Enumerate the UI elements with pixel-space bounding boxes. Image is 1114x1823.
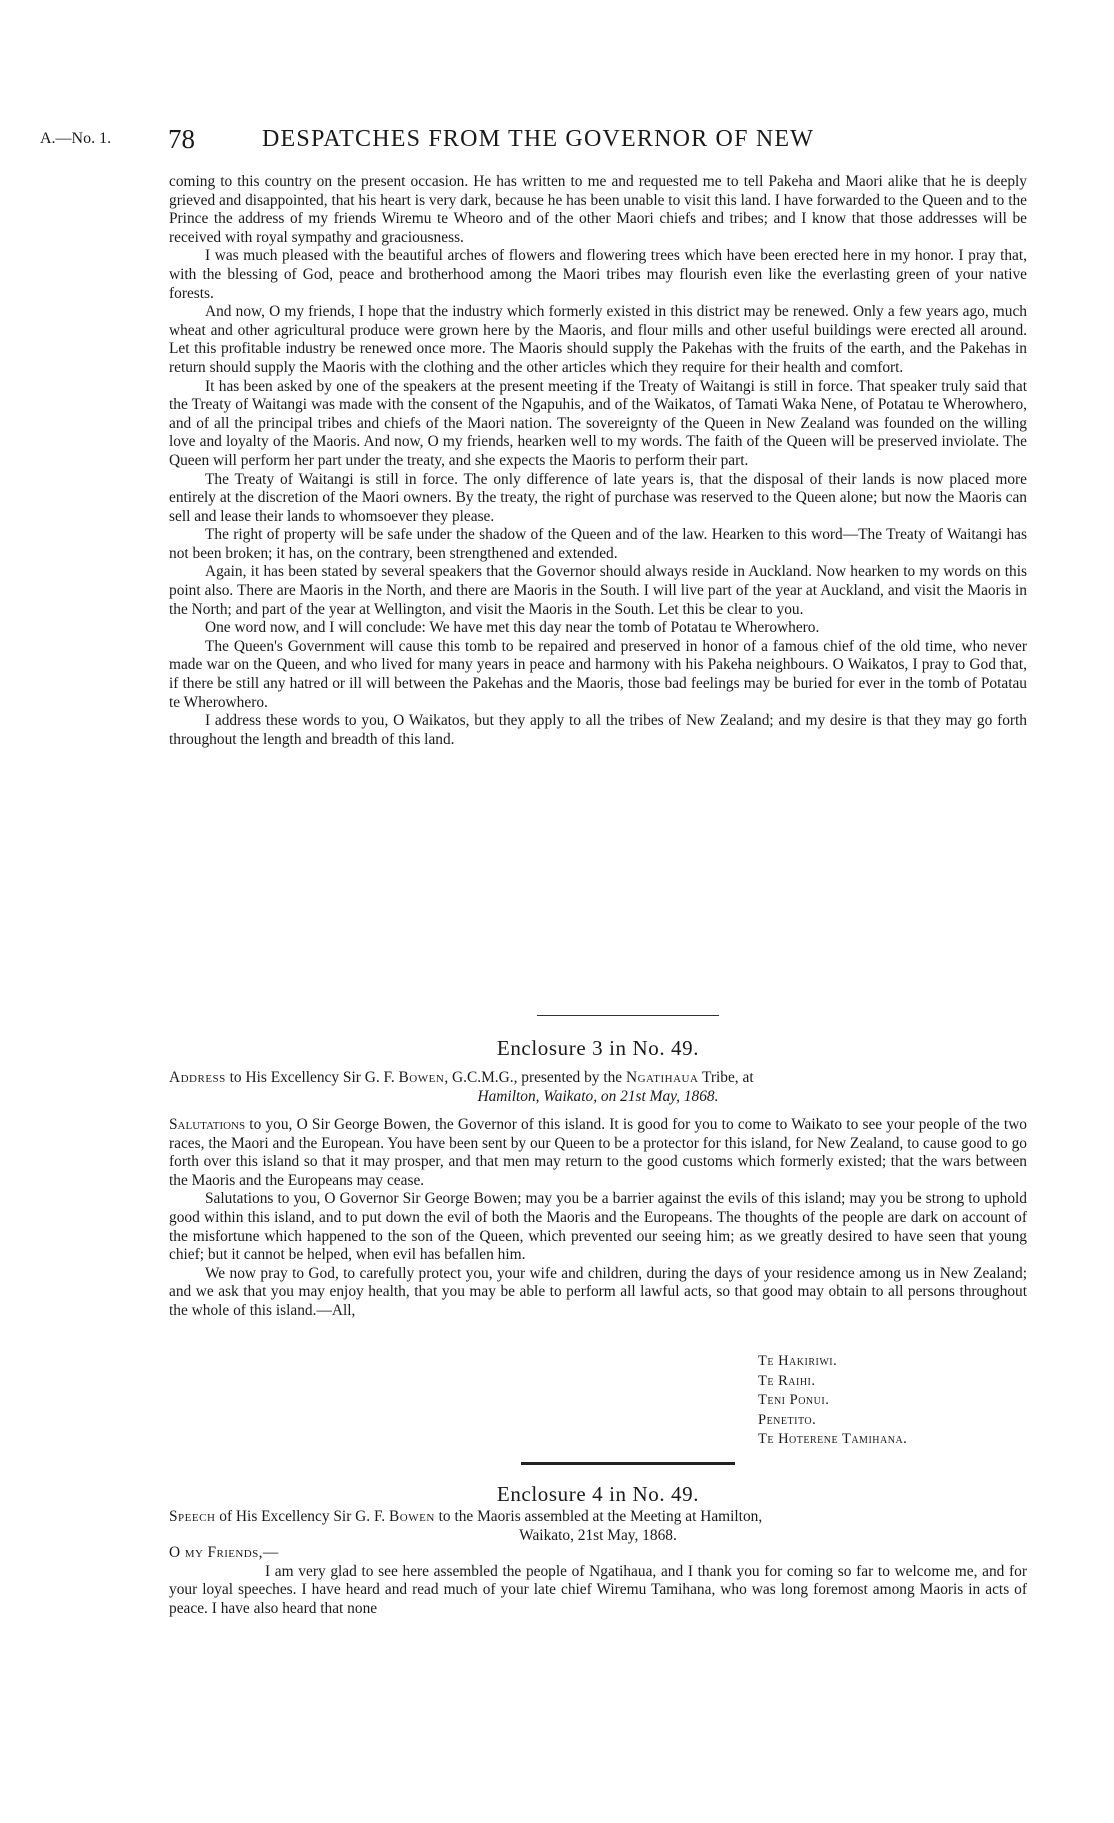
- signatory: Teni Ponui.: [758, 1392, 830, 1409]
- signatory: Te Hakiriwi.: [758, 1353, 838, 1369]
- enclosure-4-title: Enclosure 4 in No. 49.: [496, 1482, 700, 1506]
- signatory: Te Raihi.: [758, 1372, 816, 1389]
- paragraph-text: to you, O Sir George Bowen, the Governor of this island. It is good for you to come to Waikato to see your people of the two races, the Maori and the European. You have been sent by our Queen to be a protector for this island, for New Zealand, to cause good to go forth over this island so that it may prosper, and that men may return to the good customs which formerly existed; that the wars between the Maoris and the Europeans may cease.: [169, 1116, 1027, 1189]
- speech-paragraph: I am very glad to see here assembled the people of Ngatihaua, and I thank you for coming so far to welcome me, and for your loyal speeches. I have heard and read much of your late chief Wiremu Tamihana, who was long foremost among Maoris in acts of peace. I have also heard that none: [169, 1562, 1027, 1617]
- body-paragraph: coming to this country on the present occasion. He has written to me and requested me to tell Pakeha and Maori alike that he is deeply grieved and disappointed, that his heart is very dark, because he has been unable to visit this land. I have forwarded to the Queen and to the Prince the address of my friends Wiremu te Wheoro and of the other Maori chiefs and tribes; and I know that those addresses will be received with royal sympathy and graciousness.: [169, 173, 1027, 246]
- address-paragraph: Salutations to you, O Governor Sir George Bowen; may you be a barrier against the evils of this island; may you be strong to uphold good within this island, and to put down the evil of both the Maoris and the Europeans. The thoughts of the people are dark on account of the misfortune which happened to the son of the Queen, which prevented our seeing him; as we greatly desired to have seen that young chief; but it cannot be helped, when evil has befallen him.: [169, 1190, 1027, 1264]
- document-reference: A.—No. 1.: [40, 130, 112, 147]
- despatch-body: [169, 173, 1027, 749]
- salutation-lead: Salutations: [169, 1116, 246, 1133]
- heading-line-2: Waikato, 21st May, 1868.: [519, 1526, 677, 1544]
- address-paragraph: We now pray to God, to carefully protect you, your wife and children, during the days of your residence among us in New Zealand; and we ask that you may enjoy health, that you may be able to perform all lawful acts, so that good may obtain to all persons throughout the whole of this island.—All,: [169, 1264, 1027, 1319]
- heading-lead-word: Speech: [169, 1508, 216, 1525]
- body-paragraph: One word now, and I will conclude: We have met this day near the tomb of Potatau te Wherowhero.: [205, 619, 820, 637]
- address-paragraph: [169, 1116, 1027, 1190]
- section-divider-thick: [521, 1462, 735, 1465]
- enclosure-4-body: [169, 1544, 1027, 1618]
- body-paragraph: The Treaty of Waitangi is still in force. The only difference of late years is, that the disposal of their lands is now placed more entirely at the discretion of the Maori owners. By the treaty, the right of purchase was reserved to the Queen alone; but now the Maoris can sell and lease their lands to whomsoever they please.: [169, 470, 1027, 525]
- section-divider: [537, 1015, 719, 1016]
- running-title: DESPATCHES FROM THE GOVERNOR OF NEW: [262, 126, 815, 152]
- body-paragraph: The right of property will be safe under the shadow of the Queen and of the law. Hearken to this word—The Treaty of Waitangi has not been broken; it has, on the contrary, been strengthened and extended.: [169, 526, 1027, 562]
- heading-text: Tribe, at: [698, 1069, 754, 1086]
- body-paragraph: It has been asked by one of the speakers at the present meeting if the Treaty of Waitangi is still in force. That speaker truly said that the Treaty of Waitangi was made with the consent of the Ngapuhis, and of the Waikatos, of Tamati Waka Nene, of Potatau te Wherowhero, and of all the principal tribes and chiefs of the Maori nation. The sovereignty of the Queen in New Zealand was founded on the willing love and loyalty of the Maoris. And now, O my friends, hearken well to my words. The faith of the Queen will be preserved inviolate. The Queen will perform her part under the treaty, and she expects the Maoris to perform their part.: [169, 377, 1027, 469]
- heading-text: of His Excellency Sir G. F.: [215, 1508, 390, 1525]
- page-number: 78: [168, 124, 195, 154]
- heading-text: to His Excellency Sir G. F.: [225, 1069, 399, 1086]
- body-paragraph: The Queen's Government will cause this tomb to be repaired and preserved in honor of a famous chief of the old time, who never made war on the Queen, and who lived for many years in peace and harmony with his Pakeha neighbours. O Waikatos, I pray to God that, if there be still any hatred or ill will between the Pakehas and the Maoris, those bad feelings may be buried for ever in the tomb of Potatau te Wherowhero.: [169, 637, 1027, 711]
- running-head: [0, 126, 1114, 156]
- heading-name: Bowen: [389, 1508, 435, 1525]
- heading-tribe: Ngatihaua: [625, 1069, 699, 1086]
- heading-text: to the Maoris assembled at the Meeting at Hamilton,: [434, 1508, 763, 1525]
- enclosure-3-title: Enclosure 3 in No. 49.: [496, 1036, 700, 1060]
- enclosure-3-heading: [169, 1069, 1027, 1106]
- body-paragraph: I was much pleased with the beautiful arches of flowers and flowering trees which have been erected here in my honor. I pray that, with the blessing of God, peace and brotherhood among the Maori tribes may flourish even like the everlasting green of your native forests.: [169, 247, 1027, 302]
- heading-line-2: Hamilton, Waikato, on 21st May, 1868.: [477, 1087, 719, 1105]
- signatories: [758, 1352, 907, 1450]
- body-paragraph: I address these words to you, O Waikatos, but they apply to all the tribes of New Zealand; and my desire is that they may go forth throughout the length and breadth of this land.: [169, 712, 1027, 748]
- signatory: Penetito.: [758, 1411, 817, 1428]
- speech-salutation: O my Friends,—: [169, 1544, 279, 1561]
- heading-name: Bowen: [398, 1069, 445, 1086]
- heading-text: , G.C.M.G., presented by the: [444, 1069, 626, 1086]
- signatory: Te Hoterene Tamihana.: [758, 1431, 908, 1448]
- body-paragraph: And now, O my friends, I hope that the industry which formerly existed in this district may be renewed. Only a few years ago, much wheat and other agricultural produce were grown here by the Maoris, and flour mills and other useful buildings were erected all around. Let this profitable industry be renewed once more. The Maoris should supply the Pakehas with the fruits of the earth, and the Pakehas in return should supply the Maoris with the clothing and the other articles which they require for their health and comfort.: [169, 303, 1027, 376]
- enclosure-3-body: [169, 1116, 1027, 1321]
- heading-lead-word: Address: [169, 1069, 226, 1086]
- body-paragraph: Again, it has been stated by several speakers that the Governor should always reside in Auckland. Now hearken to my words on this point also. There are Maoris in the North, and there are Maoris in the South. I will live part of the year at Auckland, and visit the Maoris in the North; and part of the year at Wellington, and visit the Maoris in the South. Let this be clear to you.: [169, 563, 1027, 618]
- enclosure-4-heading: [169, 1508, 1027, 1545]
